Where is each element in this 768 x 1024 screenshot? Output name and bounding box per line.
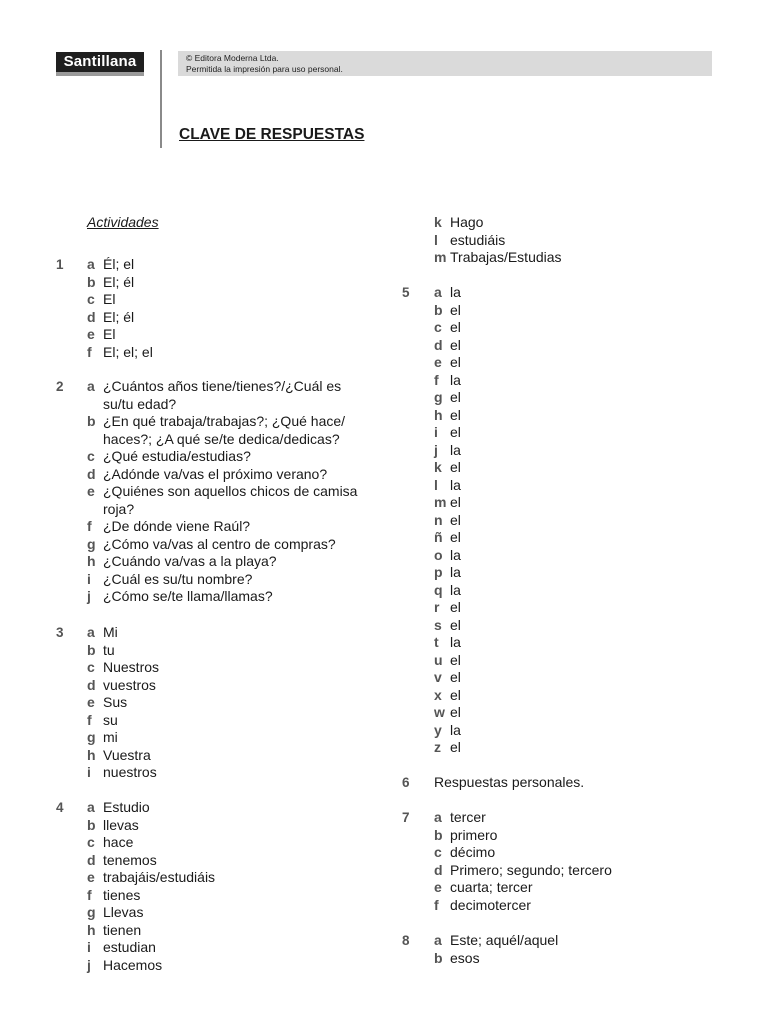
item-answer: el: [450, 389, 461, 405]
exercise-number: 4: [56, 800, 64, 815]
item-letter: a: [87, 799, 95, 815]
item-letter: c: [87, 291, 95, 307]
item-answer: Sus: [103, 694, 128, 710]
item-answer: el: [450, 319, 461, 335]
item-letter: p: [434, 564, 443, 580]
item-answer: esos: [450, 949, 480, 966]
item-answer: la: [450, 371, 461, 388]
item-letter: x: [434, 686, 442, 703]
item-answer: el: [450, 511, 461, 528]
item-letter: o: [434, 546, 443, 563]
santillana-logo: Santillana: [56, 52, 144, 76]
item-answer: la: [450, 564, 461, 580]
copyright-line-2: Permitida la impresión para uso personal.: [186, 64, 343, 74]
item-answer: Hacemos: [103, 956, 163, 973]
item-answer: ¿Cuántos años tiene/tienes?/¿Cuál es su/tu edad?: [103, 378, 342, 412]
exercise-text: Respuestas personales.: [434, 774, 585, 790]
item-answer: la: [450, 634, 461, 650]
item-answer: tercer: [450, 809, 486, 825]
copyright-line-1: © Editora Moderna Ltda.: [186, 53, 279, 63]
exercise-number: 2: [56, 379, 64, 394]
item-letter: h: [87, 746, 96, 763]
item-answer: Vuestra: [103, 746, 151, 763]
item-letter: j: [434, 441, 438, 458]
item-answer: ¿De dónde viene Raúl?: [103, 518, 251, 534]
item-letter: b: [87, 641, 96, 658]
item-letter: h: [87, 553, 96, 569]
item-answer: Llevas: [103, 904, 144, 920]
item-letter: b: [434, 826, 443, 843]
item-answer: el: [450, 301, 461, 318]
item-letter: g: [87, 535, 96, 552]
item-letter: i: [434, 424, 438, 440]
item-letter: j: [87, 588, 91, 604]
item-letter: a: [434, 809, 442, 825]
item-answer: el: [450, 336, 461, 353]
item-letter: g: [87, 729, 96, 745]
item-answer: tenemos: [103, 851, 157, 868]
exercise-number: 3: [56, 625, 64, 640]
item-answer: ¿Adónde va/vas el próximo verano?: [103, 465, 328, 482]
item-answer: Trabajas/Estudias: [450, 249, 562, 265]
item-letter: e: [87, 483, 95, 499]
item-letter: l: [434, 476, 438, 493]
item-answer: el: [450, 354, 461, 370]
item-letter: b: [87, 273, 96, 290]
item-letter: d: [434, 336, 443, 353]
item-letter: c: [87, 659, 95, 675]
item-letter: a: [87, 624, 95, 640]
item-letter: r: [434, 599, 440, 615]
item-answer: la: [450, 476, 461, 493]
item-letter: b: [87, 413, 96, 429]
item-letter: k: [434, 459, 442, 475]
item-letter: d: [434, 861, 443, 878]
item-letter: d: [87, 308, 96, 325]
item-answer: el: [450, 686, 461, 703]
item-letter: c: [434, 319, 442, 335]
item-answer: el: [450, 704, 461, 720]
item-letter: a: [434, 932, 442, 948]
item-letter: s: [434, 616, 442, 633]
item-letter: f: [434, 896, 439, 913]
item-answer: tienes: [103, 886, 141, 903]
exercise-number: 7: [402, 810, 410, 825]
item-answer: la: [450, 721, 461, 738]
item-answer: tu: [103, 641, 115, 658]
exercise-number: 8: [402, 933, 410, 948]
copyright-banner: [178, 51, 712, 76]
item-answer: ¿En qué trabaja/trabajas?; ¿Qué hace/ haces?; ¿A qué se/te dedica/dedicas?: [103, 413, 346, 447]
item-answer: estudian: [103, 939, 156, 955]
item-answer: vuestros: [103, 676, 156, 693]
item-answer: el: [450, 651, 461, 668]
item-letter: b: [87, 816, 96, 833]
item-answer: Estudio: [103, 799, 150, 815]
item-letter: i: [87, 764, 91, 780]
item-answer: el: [450, 406, 461, 423]
item-letter: d: [87, 465, 96, 482]
item-answer: primero: [450, 826, 498, 843]
item-answer: ¿Cuál es su/tu nombre?: [103, 570, 253, 587]
item-answer: la: [450, 284, 461, 300]
item-answer: la: [450, 581, 461, 598]
item-letter: ñ: [434, 529, 443, 545]
item-letter: i: [87, 570, 91, 587]
item-answer: estudiáis: [450, 231, 506, 248]
item-letter: u: [434, 651, 443, 668]
item-answer: el: [450, 669, 461, 685]
item-letter: c: [87, 834, 95, 850]
item-letter: d: [87, 851, 96, 868]
item-answer: mi: [103, 729, 118, 745]
item-letter: e: [87, 326, 95, 342]
item-answer: el: [450, 739, 461, 755]
item-answer: el: [450, 494, 461, 510]
item-answer: Mi: [103, 624, 118, 640]
item-answer: cuarta; tercer: [450, 879, 533, 895]
item-letter: j: [87, 956, 91, 973]
section-subtitle: Actividades: [87, 214, 159, 230]
page-title: CLAVE DE RESPUESTAS: [179, 126, 365, 143]
item-answer: Nuestros: [103, 659, 160, 675]
item-letter: z: [434, 739, 441, 755]
item-letter: e: [87, 694, 95, 710]
item-letter: v: [434, 669, 442, 685]
item-letter: f: [87, 886, 92, 903]
item-answer: Este; aquél/aquel: [450, 932, 559, 948]
item-letter: e: [87, 869, 95, 885]
item-answer: tienen: [103, 921, 142, 938]
item-answer: el: [450, 529, 461, 545]
item-answer: Él; el: [103, 256, 135, 272]
item-letter: t: [434, 634, 439, 650]
item-answer: trabajáis/estudiáis: [103, 869, 216, 885]
item-letter: l: [434, 231, 438, 248]
item-answer: decimotercer: [450, 896, 531, 913]
item-answer: el: [450, 616, 461, 633]
item-answer: ¿Quiénes son aquellos chicos de camisa roja?: [103, 483, 358, 517]
exercise-number: 1: [56, 257, 64, 272]
item-letter: h: [434, 406, 443, 423]
item-answer: El; él: [103, 308, 135, 325]
item-letter: k: [434, 214, 442, 230]
item-answer: El; el; el: [103, 343, 153, 360]
item-letter: i: [87, 939, 91, 955]
item-answer: ¿Cuándo va/vas a la playa?: [103, 553, 277, 569]
item-answer: su: [103, 711, 118, 728]
item-letter: e: [434, 879, 442, 895]
item-answer: la: [450, 441, 461, 458]
item-letter: c: [434, 844, 442, 860]
item-letter: w: [434, 704, 445, 720]
item-letter: a: [434, 284, 442, 300]
item-letter: e: [434, 354, 442, 370]
item-answer: el: [450, 459, 461, 475]
item-answer: llevas: [103, 816, 139, 833]
item-letter: d: [87, 676, 96, 693]
item-letter: g: [87, 904, 96, 920]
item-letter: f: [87, 711, 92, 728]
item-answer: Primero; segundo; tercero: [450, 861, 612, 878]
exercise-number: 6: [402, 775, 410, 790]
item-letter: a: [87, 378, 95, 394]
item-answer: hace: [103, 834, 134, 850]
item-answer: ¿Cómo va/vas al centro de compras?: [103, 535, 336, 552]
exercise-number: 5: [402, 285, 410, 300]
item-letter: f: [434, 371, 439, 388]
item-letter: c: [87, 448, 95, 464]
item-letter: q: [434, 581, 443, 598]
item-letter: y: [434, 721, 442, 738]
item-answer: Hago: [450, 214, 484, 230]
item-answer: nuestros: [103, 764, 157, 780]
item-letter: f: [87, 343, 92, 360]
item-answer: El: [103, 326, 116, 342]
item-letter: f: [87, 518, 92, 534]
item-answer: el: [450, 424, 461, 440]
item-letter: b: [434, 301, 443, 318]
item-answer: ¿Qué estudia/estudias?: [103, 448, 251, 464]
item-letter: n: [434, 511, 443, 528]
item-answer: el: [450, 599, 461, 615]
item-letter: m: [434, 249, 447, 265]
item-letter: m: [434, 494, 447, 510]
item-answer: la: [450, 546, 461, 563]
item-letter: b: [434, 949, 443, 966]
item-letter: h: [87, 921, 96, 938]
item-answer: décimo: [450, 844, 496, 860]
item-answer: El: [103, 291, 116, 307]
item-answer: El; él: [103, 273, 135, 290]
item-letter: g: [434, 389, 443, 405]
item-answer: ¿Cómo se/te llama/llamas?: [103, 588, 273, 604]
header-divider: [160, 50, 162, 148]
item-letter: a: [87, 256, 95, 272]
